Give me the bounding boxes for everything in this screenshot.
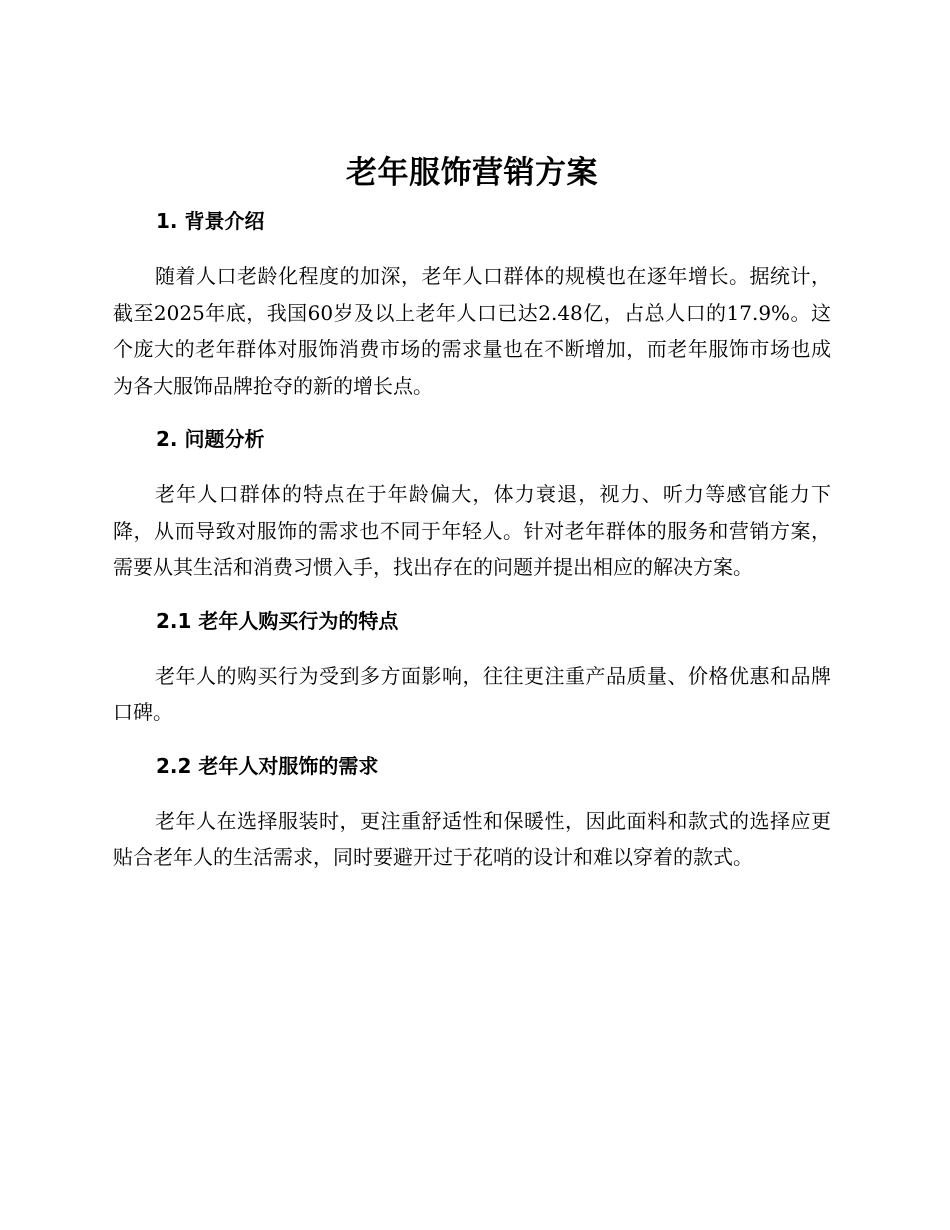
section-heading-problem-analysis: 2. 问题分析 — [156, 427, 265, 451]
document-page — [113, 150, 831, 876]
section-heading-clothing-needs: 2.2 老年人对服饰的需求 — [156, 753, 379, 778]
section-paragraph-purchase-behavior: 老年人的购买行为受到多方面影响，往往更注重产品质量、价格优惠和品牌口碑。 — [113, 663, 831, 724]
section-paragraph-clothing-needs: 老年人在选择服装时，更注重舒适性和保暖性，因此面料和款式的选择应更贴合老年人的生活需求，同时要避开过于花哨的设计和难以穿着的款式。 — [113, 808, 831, 869]
section-paragraph-background: 随着人口老龄化程度的加深，老年人口群体的规模也在逐年增长。据统计，截至2025年底，我国60岁及以上老年人口已达2.48亿，占总人口的17.9%。这个庞大的老年群体对服饰消费市场的需求量也在不断增加，而老年服饰市场也成为各大服饰品牌抢夺的新的增长点。 — [113, 264, 831, 398]
section-heading-purchase-behavior: 2.1 老年人购买行为的特点 — [156, 608, 399, 633]
document-title: 老年服饰营销方案 — [346, 155, 598, 191]
section-paragraph-problem-analysis: 老年人口群体的特点在于年龄偏大，体力衰退，视力、听力等感官能力下降，从而导致对服饰的需求也不同于年轻人。针对老年群体的服务和营销方案，需要从其生活和消费习惯入手，找出存在的问题并提出相应的解决方案。 — [113, 482, 831, 579]
section-heading-background: 1. 背景介绍 — [156, 209, 265, 233]
